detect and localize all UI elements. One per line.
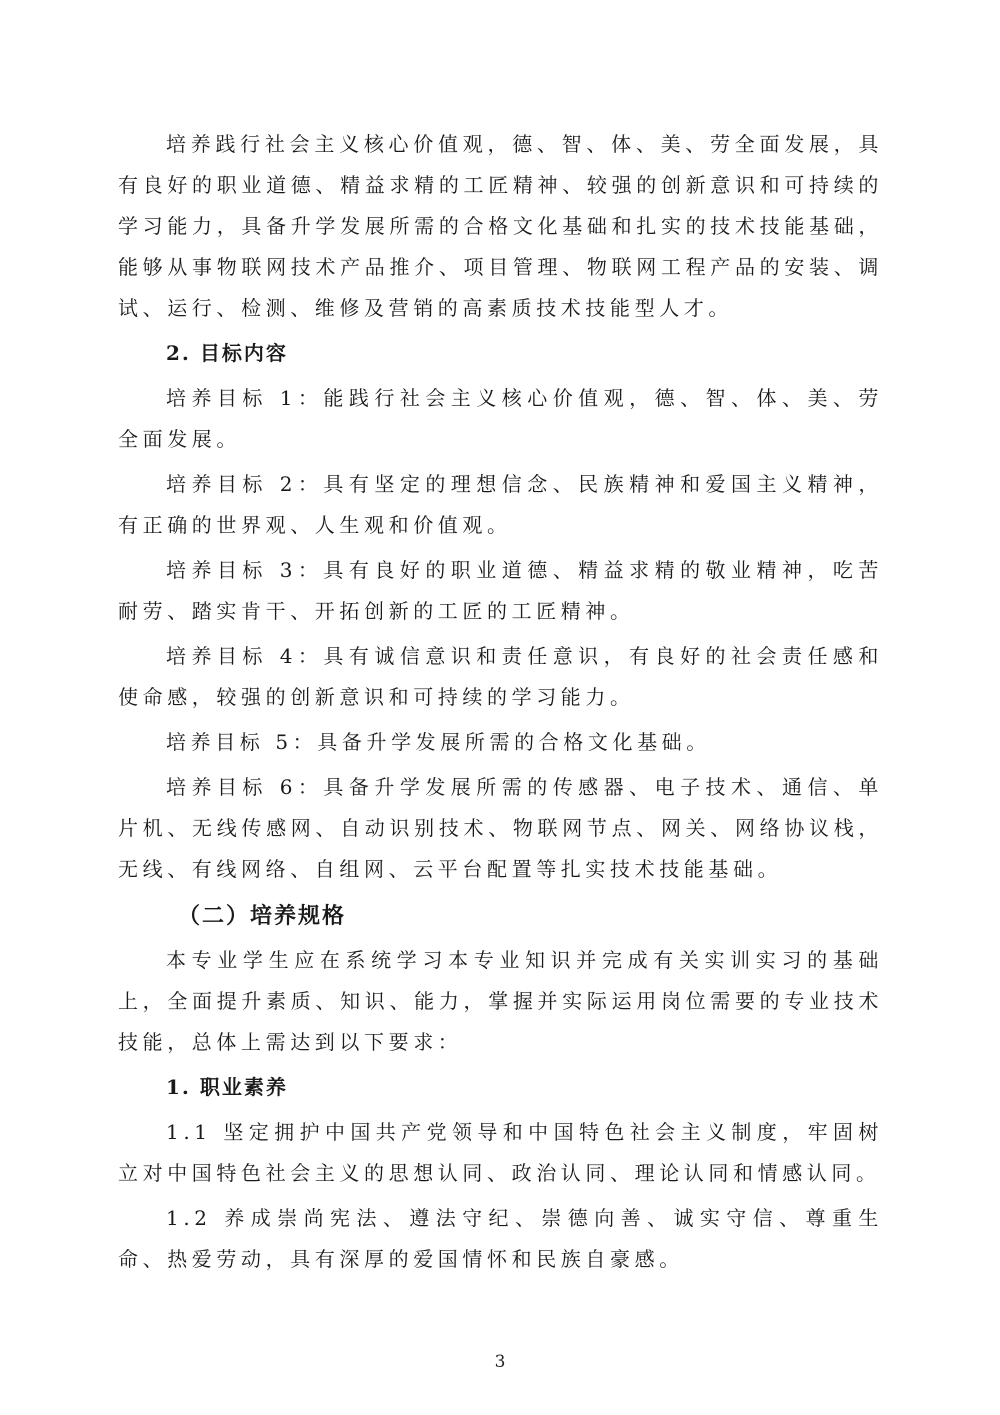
quality-item-2: 1.2 养成崇尚宪法、遵法守纪、崇德向善、诚实守信、尊重生命、热爱劳动，具有深厚的爱国情怀和民族自豪感。: [118, 1206, 883, 1271]
goal-4: 培养目标 4：具有诚信意识和责任意识，有良好的社会责任感和使命感，较强的创新意识和可持续的学习能力。: [118, 644, 883, 709]
section-title: （二）培养规格: [178, 903, 347, 929]
intro-paragraph: 培养践行社会主义核心价值观，德、智、体、美、劳全面发展，具有良好的职业道德、精益求精的工匠精神、较强的创新意识和可持续的学习能力，具备升学发展所需的合格文化基础和扎实的技术技能基础，能够从事物联网技术产品推介、项目管理、物联网工程产品的安装、调试、运行、检测、维修及营销的高素质技术技能型人才。: [118, 132, 883, 320]
page-number: 3: [494, 1352, 506, 1372]
page-content: [118, 124, 883, 1284]
goal-3: 培养目标 3：具有良好的职业道德、精益求精的敬业精神，吃苦耐劳、踏实肯干、开拓创新的工匠的工匠精神。: [118, 558, 883, 623]
section-intro: 本专业学生应在系统学习本专业知识并完成有关实训实习的基础上，全面提升素质、知识、能力，掌握并实际运用岗位需要的专业技术技能，总体上需达到以下要求：: [118, 948, 883, 1054]
goals-heading: 2. 目标内容: [166, 341, 288, 365]
goal-1: 培养目标 1：能践行社会主义核心价值观，德、智、体、美、劳全面发展。: [118, 386, 883, 451]
goal-2: 培养目标 2：具有坚定的理想信念、民族精神和爱国主义精神，有正确的世界观、人生观和价值观。: [118, 472, 883, 537]
goal-6: 培养目标 6：具备升学发展所需的传感器、电子技术、通信、单片机、无线传感网、自动识别技术、物联网节点、网关、网络协议栈，无线、有线网络、自组网、云平台配置等扎实技术技能基础。: [118, 775, 883, 881]
quality-heading: 1. 职业素养: [166, 1075, 288, 1099]
quality-item-1: 1.1 坚定拥护中国共产党领导和中国特色社会主义制度，牢固树立对中国特色社会主义的思想认同、政治认同、理论认同和情感认同。: [118, 1120, 883, 1185]
goal-5: 培养目标 5：具备升学发展所需的合格文化基础。: [166, 730, 711, 754]
